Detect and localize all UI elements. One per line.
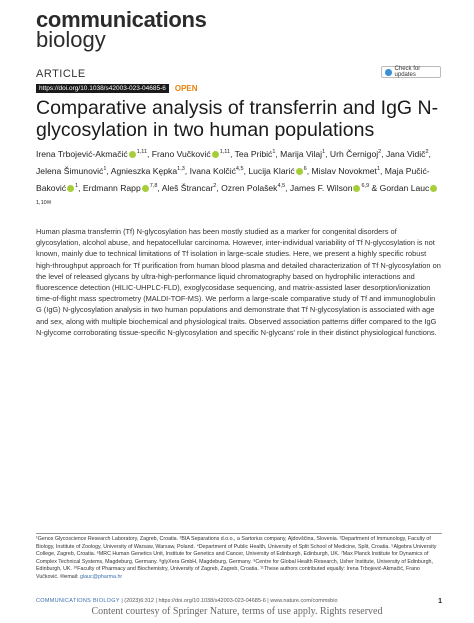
abstract: Human plasma transferrin (Tf) N-glycosylation has been mostly studied as a marker for congenital disorders of glycosylation, alcohol abuse, and hepatocellular carcinoma. However, inter-individual variability of Tf N-glycosylation is not known, mainly due to technical limitations of Tf isolation in large-scale studies. Here, we present a highly specific robust high-throughput approach for Tf purification from human blood plasma and detailed characterization of Tf N-glycosylation on the level of released glycans by ultra-high-performance liquid chromatography based on hydrophilic interactions and fluorescence detection (HILIC-UHPLC-FLD), exoglycosidase sequencing, and matrix-assisted laser desorption/ionization time-of-flight mass spectrometry (MALDI-TOF-MS). We perform a large-scale comparative study of Tf and immunoglobulin G (IgG) N-glycosylation analysis in two human populations and demonstrate that Tf N-glycosylation is associated with age and sex, along with multiple biochemical and physiological traits. Observed association patterns differ compared to the IgG N-glycome corroborating tissue-specific N-glycosylation and specific N-glycans' role in their distinct physiological functions. <box>36 227 441 337</box>
author-name[interactable]: , Lucija Klarić <box>243 165 295 176</box>
author-affiliation: 1 <box>322 149 326 155</box>
author-name[interactable]: Irena Trbojević-Akmačić <box>36 148 128 159</box>
courtesy-notice: Content courtesy of Springer Nature, terms of use apply. Rights reserved <box>91 606 383 617</box>
orcid-icon[interactable] <box>142 185 149 192</box>
journal-name-line2: biology <box>36 27 106 52</box>
page-number: 1 <box>438 598 442 605</box>
orcid-icon[interactable] <box>212 151 219 158</box>
author-name[interactable]: , Ozren Polašek <box>216 182 278 193</box>
author-name[interactable]: , Marija Vilaj <box>275 148 323 159</box>
affiliations-text: ¹Genos Glycoscience Research Laboratory, Zagreb, Croatia. ²BIA Separations d.o.o., a Sartorius company, Ajdovščina, Slovenia. ³Department of Immunology, Faculty of Biology, Institute of Zoology, University of Warsaw, Warsaw, Poland. ⁴Department of Public Health, University of Split School of Medicine, Split, Croatia. ⁵Algebra University College, Zagreb, Croatia. ⁶MRC Human Genetics Unit, Institute for Genetics and Cancer, University of Edinburgh, Edinburgh, UK. ⁷Max Planck Institute for Dynamics of Complex Technical Systems, Magdeburg, Germany. ⁸glyXera GmbH, Magdeburg, Germany. ⁹Centre for Global Health Research, Usher Institute, University of Edinburgh, Edinburgh, UK. ¹⁰Faculty of Pharmacy and Biochemistry, University of Zagreb, Zagreb, Croatia. ¹¹These authors contributed equally: Irena Trbojević-Akmačić, Frano Vučković. ✉email: <box>36 536 437 580</box>
footer-citation <box>36 598 338 605</box>
open-access-label: OPEN <box>174 84 198 93</box>
author-affiliation: 7,8 <box>149 182 158 189</box>
author-name[interactable]: , Frano Vučković <box>147 148 211 159</box>
author-affiliation: 1,11 <box>219 149 230 155</box>
author-affiliation: 1,11 <box>136 149 147 155</box>
email-link[interactable]: glauc@pharma.hr <box>79 573 123 580</box>
check-for-updates-button[interactable] <box>381 66 441 78</box>
author-affiliation: 2 <box>378 149 382 155</box>
author-name[interactable]: & Gordan Lauc <box>369 182 430 193</box>
author-name[interactable]: , Maja Pučić-Baković <box>36 165 430 193</box>
doi-link[interactable]: https://doi.org/10.1038/s42003-023-04685-6 <box>36 84 169 93</box>
author-name[interactable]: , Jelena Šimunović <box>36 148 431 176</box>
doi-row <box>36 84 198 93</box>
author-affiliation: 1 <box>376 165 380 172</box>
affiliations <box>36 536 442 582</box>
author-affiliation: 4,5 <box>277 182 286 189</box>
author-affiliation: 1 <box>75 182 79 189</box>
author-affiliation: 1,10✉ <box>36 199 52 206</box>
page-footer <box>36 598 442 605</box>
orcid-icon[interactable] <box>353 185 360 192</box>
author-affiliation: 1 <box>103 165 107 172</box>
author-affiliation: 1,3 <box>177 165 185 172</box>
author-name[interactable]: , Urh Černigoj <box>325 148 379 159</box>
author-name[interactable]: , Erdmann Rapp <box>78 182 141 193</box>
author-name[interactable]: , Mislav Novokmet <box>306 165 377 176</box>
orcid-icon[interactable] <box>296 168 303 175</box>
affiliations-divider <box>36 533 442 534</box>
author-name[interactable]: , Ivana Kolčić <box>184 165 236 176</box>
author-name[interactable]: , Aleš Štrancar <box>157 182 214 193</box>
author-affiliation: 2 <box>213 182 217 189</box>
check-updates-label: Check for updates <box>394 66 421 78</box>
orcid-icon[interactable] <box>67 185 74 192</box>
author-affiliation: 2 <box>425 149 429 155</box>
author-name[interactable]: , Jana Vidič <box>381 148 426 159</box>
author-name[interactable]: , Tea Pribić <box>229 148 273 159</box>
author-affiliation: 4,5 <box>235 165 244 172</box>
update-icon <box>385 69 392 76</box>
article-title: Comparative analysis of transferrin and IgG N-glycosylation in two human populations <box>36 97 439 141</box>
author-affiliation: 1 <box>272 149 276 155</box>
footer-citation-text: | (2023)6:312 | https://doi.org/10.1038/s42003-023-04685-6 | www.nature.com/commsbio <box>119 598 338 604</box>
orcid-icon[interactable] <box>430 185 437 192</box>
article-type-label: ARTICLE <box>36 68 86 80</box>
author-name[interactable]: , James F. Wilson <box>285 182 353 193</box>
author-name[interactable]: , Agnieszka Kępka <box>106 165 178 176</box>
author-affiliation: 6,9 <box>361 182 370 189</box>
journal-logo <box>36 7 207 52</box>
author-list <box>36 145 446 212</box>
author-affiliation: 6 <box>303 165 307 172</box>
footer-journal: COMMUNICATIONS BIOLOGY <box>36 598 120 604</box>
journal-name-line1: communications <box>36 7 207 32</box>
orcid-icon[interactable] <box>129 151 136 158</box>
